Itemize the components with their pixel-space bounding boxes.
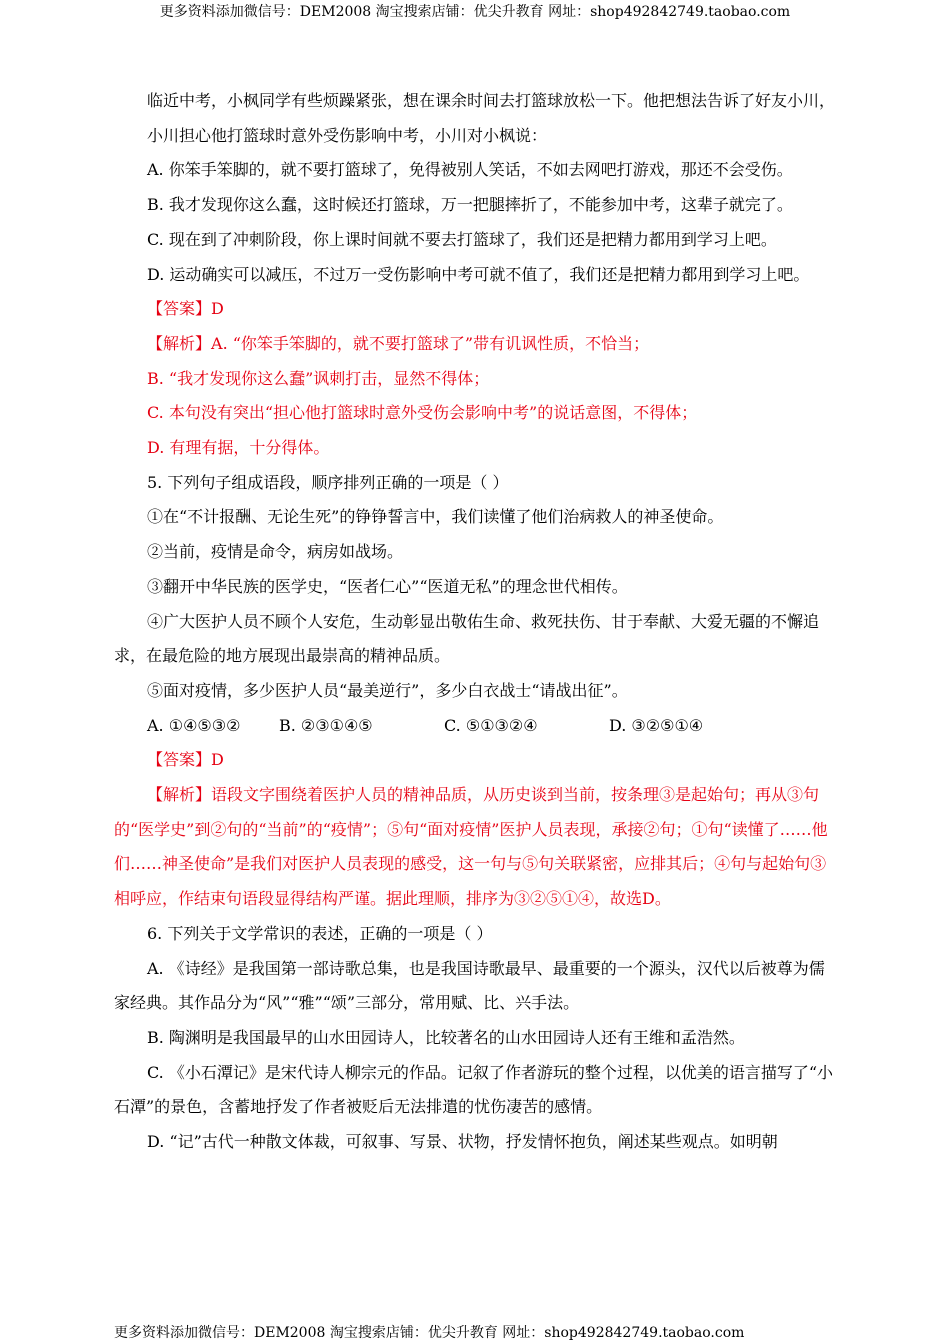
q5-stem: 5. 下列句子组成语段，顺序排列正确的一项是（ ） (147, 472, 509, 492)
analysis-tag: 【解析】 (147, 785, 212, 805)
q4-analysis-c: C. 本句没有突出“担心他打篮球时意外受伤会影响中考”的说话意图，不得体； (147, 403, 698, 423)
answer-value: D (211, 750, 224, 770)
q5-sentence-4: ④广大医护人员不顾个人安危，生动彰显出敬佑生命、救死扶伤、甘于奉献、大爱无疆的不懈追求，在最危险的地方展现出最崇高的精神品质。 (114, 611, 820, 666)
analysis-text: 语段文字围绕着医护人员的精神品质，从历史谈到当前，按条理③是起始句；再从③句的“医学史”到②句的“当前”的“疫情”；⑤句“面对疫情”医护人员表现，承接②句；①句“读懂了……他们……神圣使命”是我们对医护人员表现的感受，这一句与⑤句关联紧密，应排其后；④句与起始句③相呼应，作结束句语段显得结构严谨。据此理顺，排序为③②⑤①④，故选D。 (114, 785, 828, 909)
q6-option-d: D. “记”古代一种散文体裁，可叙事、写景、状物，抒发情怀抱负，阐述某些观点。如明朝 (147, 1132, 778, 1152)
q4-analysis-b: B. “我才发现你这么蠢”讽刺打击，显然不得体； (147, 368, 490, 388)
q6-option-a: A. 《诗经》是我国第一部诗歌总集，也是我国诗歌最早、最重要的一个源头，汉代以后被尊为儒家经典。其作品分为“风”“雅”“颂”三部分，常用赋、比、兴手法。 (114, 958, 825, 1013)
q6-option-c: C. 《小石潭记》是宋代诗人柳宗元的作品。记叙了作者游玩的整个过程，以优美的语言描写了“小石潭”的景色，含蓄地抒发了作者被贬后无法排遣的忧伤凄苦的感情。 (114, 1062, 834, 1117)
q5-sentence-2: ②当前，疫情是命令，病房如战场。 (147, 542, 404, 562)
q4-analysis-a (114, 327, 836, 362)
q4-option-a: A. 你笨手笨脚的，就不要打篮球了，免得被别人笑话，不如去网吧打游戏，那还不会受伤。 (147, 160, 793, 180)
document-body (114, 84, 836, 1160)
q5-option-c: C. ⑤①③②④ (444, 715, 538, 735)
q5-option-a: A. ①④⑤③② (147, 715, 241, 735)
q5-analysis (114, 778, 836, 917)
q5-option-b: B. ②③①④⑤ (279, 715, 373, 735)
q5-answer (114, 743, 836, 778)
q6-stem: 6. 下列关于文学常识的表述，正确的一项是（ ） (147, 923, 493, 943)
q4-option-d: D. 运动确实可以减压，不过万一受伤影响中考可就不值了，我们还是把精力都用到学习上吧。 (147, 264, 810, 284)
q4-answer (114, 292, 836, 327)
q4-option-b: B. 我才发现你这么蠢，这时候还打篮球，万一把腿摔折了，不能参加中考，这辈子就完了。 (147, 195, 793, 215)
q4-option-c: C. 现在到了冲刺阶段，你上课时间就不要去打篮球了，我们还是把精力都用到学习上吧。 (147, 229, 777, 249)
q5-option-d: D. ③②⑤①④ (609, 715, 704, 735)
page-footer: 更多资料添加微信号：DEM2008 淘宝搜索店铺：优尖升教育 网址：shop492842749.taobao.com (114, 1325, 745, 1341)
answer-tag: 【答案】 (147, 299, 212, 319)
q5-sentence-5: ⑤面对疫情，多少医护人员“最美逆行”，多少白衣战士“请战出征”。 (147, 680, 628, 700)
q5-options (114, 709, 836, 744)
analysis-tag: 【解析】 (147, 333, 212, 353)
q4-stem: 临近中考，小枫同学有些烦躁紧张，想在课余时间去打篮球放松一下。他把想法告诉了好友小川，小川担心他打篮球时意外受伤影响中考，小川对小枫说： (147, 91, 836, 145)
answer-value: D (211, 299, 224, 319)
q5-sentence-3: ③翻开中华民族的医学史，“医者仁心”“医道无私”的理念世代相传。 (147, 576, 628, 596)
page-header: 更多资料添加微信号：DEM2008 淘宝搜索店铺：优尖升教育 网址：shop492842749.taobao.com (159, 4, 791, 20)
answer-tag: 【答案】 (147, 750, 212, 770)
q5-sentence-1: ①在“不计报酬、无论生死”的铮铮誓言中，我们读懂了他们治病救人的神圣使命。 (147, 507, 724, 527)
q4-analysis-d: D. 有理有据，十分得体。 (147, 438, 330, 458)
analysis-text: A. “你笨手笨脚的，就不要打篮球了”带有讥讽性质，不恰当； (211, 333, 650, 353)
q6-option-b: B. 陶渊明是我国最早的山水田园诗人，比较著名的山水田园诗人还有王维和孟浩然。 (147, 1027, 745, 1047)
